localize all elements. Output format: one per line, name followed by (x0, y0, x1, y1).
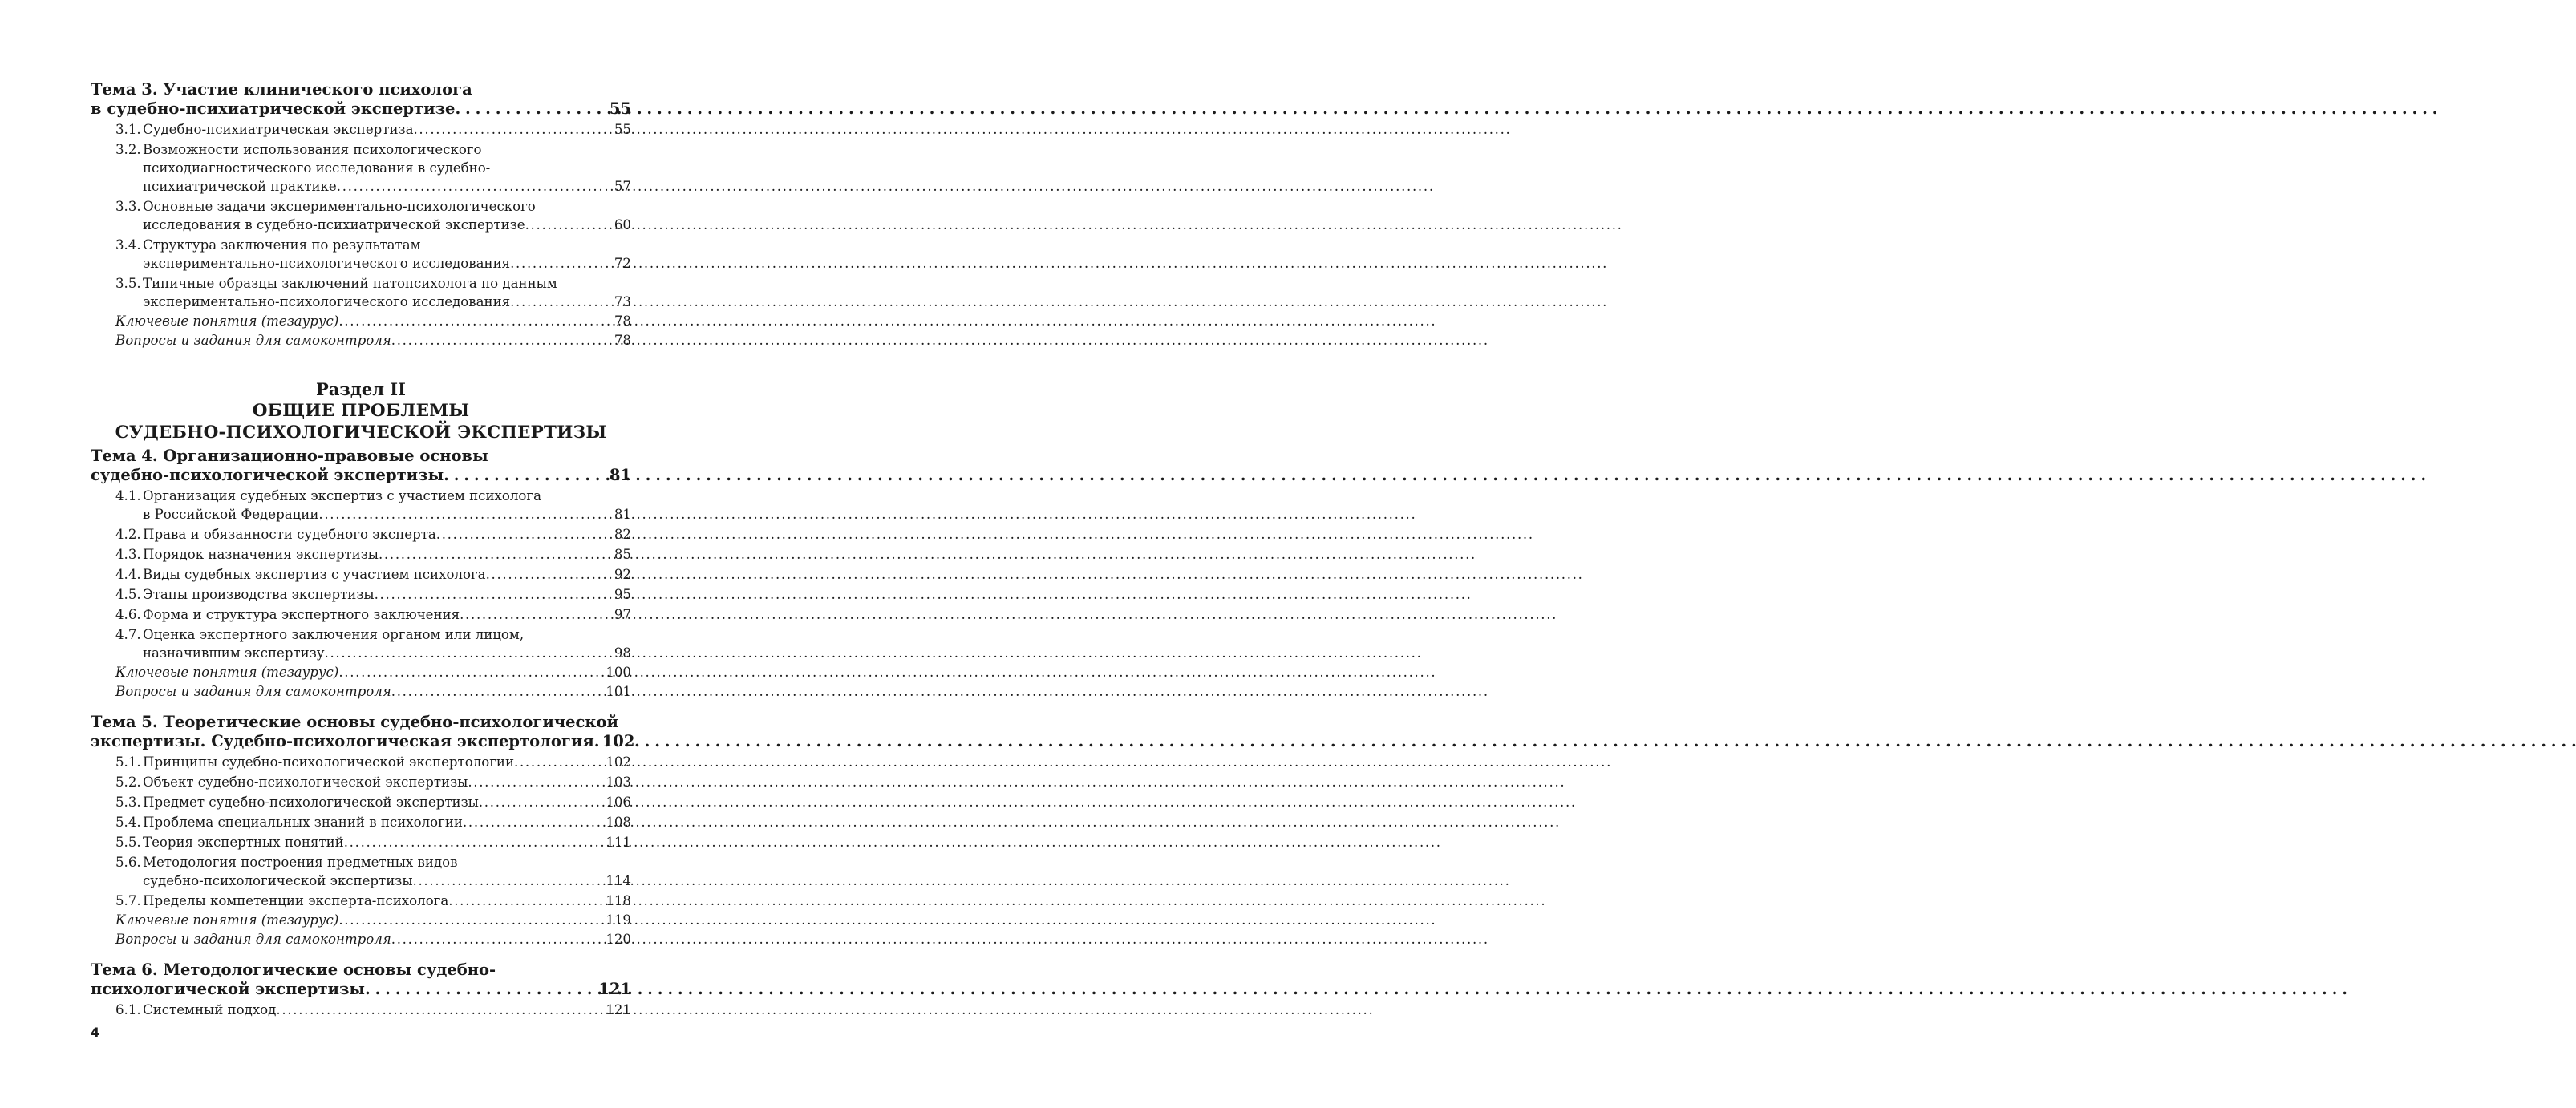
theme-title: Тема 3. Участие клинического психолога (91, 80, 472, 99)
toc-subsection[interactable] (91, 793, 631, 811)
subsection-number: 5.6. (115, 855, 141, 870)
dot-leader (391, 682, 605, 701)
toc-theme-6[interactable] (91, 960, 631, 999)
subsection-number: 5.1. (115, 754, 141, 770)
dot-leader (391, 331, 613, 350)
subsection-title: Форма и структура экспертного заключения (143, 607, 460, 622)
subsection-title-cont: психиатрической практике (143, 179, 337, 194)
subsection-number: 4.2. (115, 527, 141, 542)
table-of-contents (91, 80, 635, 1019)
dot-leader (486, 565, 613, 584)
toc-subsection[interactable] (91, 833, 631, 851)
subsection-title: Структура заключения по результатам (143, 237, 421, 253)
page-ref: 95 (614, 587, 631, 602)
theme-3-items (91, 120, 631, 311)
page-ref: 101 (606, 684, 631, 699)
page-ref: 103 (606, 774, 631, 790)
toc-theme-5[interactable] (91, 713, 635, 751)
dot-leader (448, 892, 604, 910)
dot-leader (338, 312, 613, 330)
subsection-title: Проблема специальных знаний в психологии (143, 815, 463, 830)
page-ref: 114 (606, 873, 631, 888)
toc-subsection[interactable] (91, 853, 631, 890)
subsection-title-cont: экспериментально-психологического исследования (143, 256, 511, 271)
page-ref: 121 (598, 980, 631, 998)
dot-leader (338, 663, 604, 681)
subsection-number: 4.4. (115, 567, 141, 582)
dot-leader (337, 177, 613, 196)
subsection-title: Методология построения предметных видов (143, 855, 458, 870)
subsection-title: Порядок назначения экспертизы (143, 547, 379, 562)
dot-leader (514, 753, 604, 771)
subsection-number: 3.1. (115, 122, 141, 137)
dot-leader (391, 930, 605, 948)
page-ref: 120 (606, 932, 631, 947)
keywords-label: Ключевые понятия (тезаурус) (115, 313, 339, 329)
page-ref: 98 (614, 645, 631, 661)
theme-5-items (91, 753, 631, 910)
subsection-title: Теория экспертных понятий (143, 835, 344, 850)
page-ref: 119 (606, 912, 631, 928)
subsection-number: 4.7. (115, 627, 141, 642)
page-ref: 92 (614, 567, 631, 582)
dot-leader (413, 120, 612, 139)
dot-leader (510, 254, 613, 273)
dot-leader (444, 466, 608, 485)
dot-leader (325, 644, 613, 662)
page-ref: 55 (614, 122, 631, 137)
theme-title-cont: судебно-психологической экспертизы (91, 466, 444, 484)
subsection-number: 5.4. (115, 815, 141, 830)
subsection-title-cont: в Российской Федерации (143, 507, 319, 522)
subsection-title: Предмет судебно-психологической экспертизы (143, 795, 479, 810)
theme-title-cont: психологической экспертизы (91, 980, 365, 998)
theme-6-items (91, 1001, 631, 1019)
dot-leader (338, 911, 604, 929)
theme-title: Тема 6. Методологические основы судебно- (91, 960, 496, 979)
theme-title: Тема 5. Теоретические основы судебно-психологической (91, 713, 618, 731)
subsection-number: 5.3. (115, 795, 141, 810)
toc-subsection[interactable] (91, 753, 631, 771)
subsection-number: 5.5. (115, 835, 141, 850)
page-ref: 60 (614, 217, 631, 233)
dot-leader (276, 1001, 604, 1019)
page-number: 4 (91, 1025, 100, 1040)
subsection-title: Оценка экспертного заключения органом или лицом, (143, 627, 525, 642)
subsection-title: Возможности использования психологического (143, 142, 482, 157)
toc-subsection[interactable] (91, 565, 631, 584)
theme-title-cont: экспертизы. Судебно-психологическая экспертология (91, 732, 594, 750)
subsection-number: 3.5. (115, 276, 141, 291)
dot-leader (525, 216, 613, 234)
toc-questions[interactable] (91, 682, 631, 701)
toc-theme-4[interactable] (91, 447, 631, 485)
subsection-title: Судебно-психиатрическая экспертиза (143, 122, 414, 137)
page-ref: 108 (606, 815, 631, 830)
subsection-number: 3.4. (115, 237, 141, 253)
toc-subsection[interactable] (91, 773, 631, 791)
page-ref: 85 (614, 547, 631, 562)
subsection-title: Виды судебных экспертиз с участием психолога (143, 567, 486, 582)
page-ref: 78 (614, 333, 631, 348)
dot-leader (365, 980, 597, 999)
subsection-number: 6.1. (115, 1002, 141, 1017)
keywords-label: Ключевые понятия (тезаурус) (115, 665, 339, 680)
keywords-label: Ключевые понятия (тезаурус) (115, 912, 339, 928)
page-ref: 78 (614, 313, 631, 329)
subsection-title-cont: психодиагностического исследования в судебно- (143, 160, 491, 176)
subsection-number: 4.6. (115, 607, 141, 622)
subsection-title: Основные задачи экспериментально-психологического (143, 199, 536, 214)
page-ref: 118 (606, 893, 631, 908)
dot-leader (318, 505, 612, 524)
theme-title: Тема 4. Организационно-правовые основы (91, 447, 488, 465)
toc-questions[interactable] (91, 331, 631, 350)
page-ref: 111 (606, 835, 631, 850)
questions-label: Вопросы и задания для самоконтроля (115, 684, 391, 699)
subsection-number: 4.1. (115, 488, 141, 503)
subsection-title: Пределы компетенции эксперта-психолога (143, 893, 449, 908)
toc-subsection[interactable] (91, 120, 631, 139)
dot-leader (344, 833, 605, 851)
subsection-number: 4.3. (115, 547, 141, 562)
page-ref: 106 (606, 795, 631, 810)
page-ref: 82 (614, 527, 631, 542)
page-ref: 121 (606, 1002, 631, 1017)
section-title: ОБЩИЕ ПРОБЛЕМЫ (252, 401, 470, 421)
toc-subsection[interactable] (91, 140, 631, 196)
toc-theme-3[interactable] (91, 80, 631, 119)
page-ref: 72 (614, 256, 631, 271)
page-ref: 81 (609, 466, 631, 484)
subsection-number: 5.2. (115, 774, 141, 790)
dot-leader (460, 605, 613, 624)
theme-title-cont: в судебно-психиатрической экспертизе (91, 99, 456, 118)
subsection-title: Объект судебно-психологической экспертизы (143, 774, 468, 790)
dot-leader (468, 773, 604, 791)
dot-leader (463, 813, 604, 831)
dot-leader (375, 585, 613, 604)
subsection-title-cont: исследования в судебно-психиатрической экспертизе (143, 217, 525, 233)
subsection-number: 5.7. (115, 893, 141, 908)
toc-subsection[interactable] (91, 625, 631, 662)
dot-leader (455, 99, 607, 119)
section-title-cont: СУДЕБНО-ПСИХОЛОГИЧЕСКОЙ ЭКСПЕРТИЗЫ (115, 423, 607, 443)
subsection-number: 3.2. (115, 142, 141, 157)
theme-4-items (91, 487, 631, 662)
toc-subsection[interactable] (91, 197, 631, 234)
toc-subsection[interactable] (91, 605, 631, 624)
subsection-title: Системный подход (143, 1002, 277, 1017)
page-ref: 57 (614, 179, 631, 194)
page-ref: 100 (606, 665, 631, 680)
subsection-title: Права и обязанности судебного эксперта (143, 527, 436, 542)
toc-subsection[interactable] (91, 525, 631, 544)
toc-subsection[interactable] (91, 545, 631, 564)
dot-leader (436, 525, 613, 544)
dot-leader (594, 732, 601, 751)
dot-leader (479, 793, 604, 811)
subsection-number: 3.3. (115, 199, 141, 214)
page-ref: 102 (606, 754, 631, 770)
subsection-title: Типичные образцы заключений патопсихолога по данным (143, 276, 557, 291)
toc-subsection[interactable] (91, 585, 631, 604)
subsection-number: 4.5. (115, 587, 141, 602)
page-ref: 73 (614, 294, 631, 309)
dot-leader (413, 871, 605, 890)
page-ref: 81 (614, 507, 631, 522)
toc-questions[interactable] (91, 930, 631, 948)
section-label: Раздел II (316, 379, 406, 399)
toc-subsection[interactable] (91, 813, 631, 831)
toc-keywords[interactable] (91, 312, 631, 330)
page-ref: 97 (614, 607, 631, 622)
toc-subsection[interactable] (91, 892, 631, 910)
page-ref: 55 (609, 99, 631, 118)
dot-leader (379, 545, 613, 564)
subsection-title: Организация судебных экспертиз с участием психолога (143, 488, 541, 503)
dot-leader (510, 293, 613, 311)
subsection-title: Принципы судебно-психологической экспертологии (143, 754, 515, 770)
subsection-title-cont: экспериментально-психологического исследования (143, 294, 511, 309)
toc-subsection[interactable] (91, 274, 631, 311)
subsection-title-cont: назначившим экспертизу (143, 645, 325, 661)
subsection-title: Этапы производства экспертизы (143, 587, 375, 602)
questions-label: Вопросы и задания для самоконтроля (115, 333, 391, 348)
page-ref: 102 (601, 732, 635, 750)
subsection-title-cont: судебно-психологической экспертизы (143, 873, 413, 888)
toc-subsection[interactable] (91, 487, 631, 524)
toc-keywords[interactable] (91, 663, 631, 681)
toc-subsection[interactable] (91, 236, 631, 273)
questions-label: Вопросы и задания для самоконтроля (115, 932, 391, 947)
toc-subsection[interactable] (91, 1001, 631, 1019)
section-heading (91, 378, 631, 443)
toc-keywords[interactable] (91, 911, 631, 929)
